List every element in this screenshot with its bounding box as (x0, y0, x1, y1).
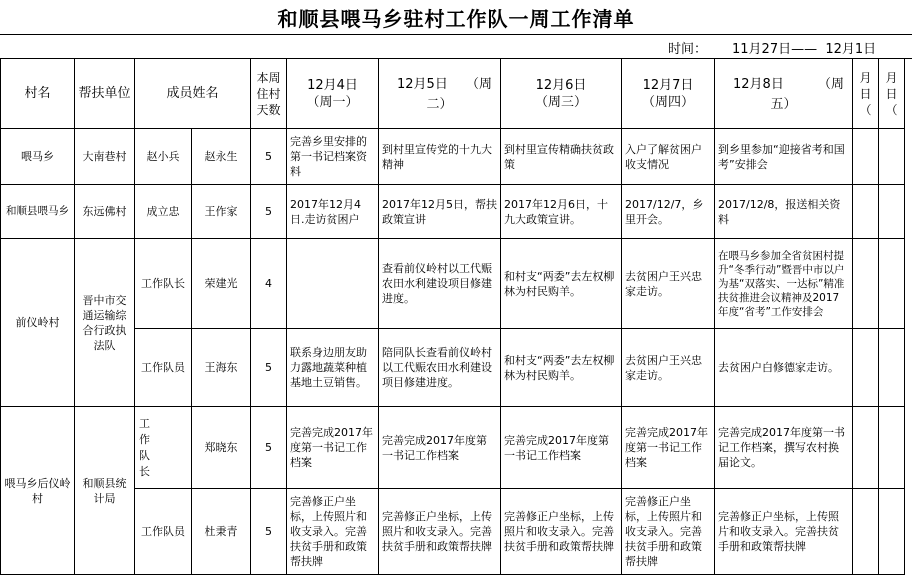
day4-cell: 去贫困户王兴忠家走访。 (622, 329, 715, 407)
day2-cell: 完善完成2017年度第一书记工作档案 (379, 407, 501, 489)
day5-week-a: （周 (817, 76, 844, 92)
day5-week-b: 五） (770, 96, 797, 112)
day3-week: （周三） (534, 94, 587, 110)
village-cell: 喂马乡后仪岭村 (1, 407, 75, 575)
day2-date: 12月5日 (397, 76, 448, 92)
unit-cell: 和顺县统计局 (75, 407, 135, 575)
day5-cell: 完善完成2017年度第一书记工作档案，撰写农村换届论文。 (715, 407, 853, 489)
header-day7: 月日（ (879, 59, 905, 129)
day7-cell (879, 329, 905, 407)
day6-cell (853, 239, 879, 329)
day7-cell (879, 129, 905, 185)
day3-cell: 完善修正户坐标，上传照片和收支录入。完善扶贫手册和政策帮扶牌 (501, 489, 622, 575)
day4-cell: 完善修正户坐标，上传照片和收支录入。完善扶贫手册和政策帮扶牌 (622, 489, 715, 575)
table-row (1, 489, 905, 575)
unit-cell: 大南巷村 (75, 129, 135, 185)
day3-date: 12月6日 (535, 77, 587, 93)
day3-cell: 到村里宣传精确扶贫政策 (501, 129, 622, 185)
day7-cell (879, 489, 905, 575)
header-row (1, 59, 905, 129)
day4-cell: 完善完成2017年度第一书记工作档案 (622, 407, 715, 489)
day4-cell: 入户了解贫困户收支情况 (622, 129, 715, 185)
day1-week: （周一） (306, 94, 359, 110)
time-label: 时间： (668, 42, 708, 57)
name-cell: 王作家 (192, 185, 251, 239)
day1-cell: 完善乡里安排的第一书记档案资料 (287, 129, 379, 185)
day2-week-a: （周 (465, 76, 492, 92)
day6-cell (853, 489, 879, 575)
header-members: 成员姓名 (135, 59, 251, 129)
name-cell: 王海东 (192, 329, 251, 407)
day1-cell: 2017年12月4日.走访贫困户 (287, 185, 379, 239)
table-row (1, 239, 905, 329)
day6-cell (853, 329, 879, 407)
days-cell: 5 (251, 407, 287, 489)
day5-cell: 去贫困户白修德家走访。 (715, 329, 853, 407)
day3-cell: 和村支“两委”去左权柳林为村民购羊。 (501, 329, 622, 407)
days-cell: 5 (251, 185, 287, 239)
day2-cell: 陪同队长查看前仪岭村以工代赈农田水利建设项目修建进度。 (379, 329, 501, 407)
role-cell: 工作队长 (135, 239, 192, 329)
village-cell: 和顺县喂马乡 (1, 185, 75, 239)
name-cell: 赵永生 (192, 129, 251, 185)
day3-cell: 2017年12月6日，十九大政策宣讲。 (501, 185, 622, 239)
unit-cell: 晋中市交通运输综合行政执法队 (75, 239, 135, 407)
day6-cell (853, 185, 879, 239)
role-cell: 成立忠 (135, 185, 192, 239)
day1-date: 12月4日 (307, 77, 358, 93)
day4-cell: 去贫困户王兴忠家走访。 (622, 239, 715, 329)
day1-cell: 联系身边朋友助力露地蔬菜种植基地土豆销售。 (287, 329, 379, 407)
header-day1 (287, 59, 379, 129)
village-cell: 前仪岭村 (1, 239, 75, 407)
day5-date: 12月8日 (733, 76, 784, 92)
role-label: 工作队长 (139, 416, 150, 478)
day5-cell: 在喂马乡参加全省贫困村提升“冬季行动”暨晋中市以户为基“双落实、一达标”精准扶贫推进会议精神及2017年度“省考”工作安排会 (715, 239, 853, 329)
day6-cell (853, 407, 879, 489)
day7-cell (879, 185, 905, 239)
role-cell: 工作队员 (135, 489, 192, 575)
day2-cell: 查看前仪岭村以工代赈农田水利建设项目修建进度。 (379, 239, 501, 329)
table-row (1, 185, 905, 239)
days-cell: 5 (251, 129, 287, 185)
day2-cell: 完善修正户坐标，上传照片和收支录入。完善扶贫手册和政策帮扶牌 (379, 489, 501, 575)
day3-cell: 和村支“两委”去左权柳林为村民购羊。 (501, 239, 622, 329)
day5-cell: 2017/12/8，报送相关资料 (715, 185, 853, 239)
header-day6: 月日（ (853, 59, 879, 129)
header-day2 (379, 59, 501, 129)
role-cell: 赵小兵 (135, 129, 192, 185)
sheet-title: 和顺县喂马乡驻村工作队一周工作清单 (0, 0, 912, 35)
header-day5 (715, 59, 853, 129)
day5-cell: 到乡里参加“迎接省考和国考”安排会 (715, 129, 853, 185)
day2-week-b: 二） (426, 96, 453, 112)
day3-cell: 完善完成2017年度第一书记工作档案 (501, 407, 622, 489)
day4-date: 12月7日 (642, 77, 694, 93)
day7-cell (879, 239, 905, 329)
day1-cell: 完善完成2017年度第一书记工作档案 (287, 407, 379, 489)
time-row (0, 34, 912, 59)
unit-cell: 东远佛村 (75, 185, 135, 239)
day2-cell: 到村里宣传党的十九大精神 (379, 129, 501, 185)
days-cell: 4 (251, 239, 287, 329)
day2-cell: 2017年12月5日，帮扶政策宣讲 (379, 185, 501, 239)
day1-cell: 完善修正户坐标，上传照片和收支录入。完善扶贫手册和政策帮扶牌 (287, 489, 379, 575)
work-table (0, 58, 905, 575)
day5-cell: 完善修正户坐标，上传照片和收支录入。完善扶贫手册和政策帮扶牌 (715, 489, 853, 575)
name-cell: 郑晓东 (192, 407, 251, 489)
header-days: 本周住村天数 (251, 59, 287, 129)
day4-cell: 2017/12/7，乡里开会。 (622, 185, 715, 239)
day4-week: （周四） (641, 94, 694, 110)
day6-cell (853, 129, 879, 185)
time-value: 11月27日—— 12月1日 (732, 42, 877, 57)
role-cell (135, 407, 192, 489)
header-day3 (501, 59, 622, 129)
day7-cell (879, 407, 905, 489)
table-row (1, 129, 905, 185)
name-cell: 荣建光 (192, 239, 251, 329)
days-cell: 5 (251, 329, 287, 407)
header-unit: 帮扶单位 (75, 59, 135, 129)
table-row (1, 329, 905, 407)
header-day4 (622, 59, 715, 129)
header-village: 村名 (1, 59, 75, 129)
days-cell: 5 (251, 489, 287, 575)
village-cell: 喂马乡 (1, 129, 75, 185)
name-cell: 杜秉青 (192, 489, 251, 575)
day1-cell (287, 239, 379, 329)
role-cell: 工作队员 (135, 329, 192, 407)
table-row (1, 407, 905, 489)
